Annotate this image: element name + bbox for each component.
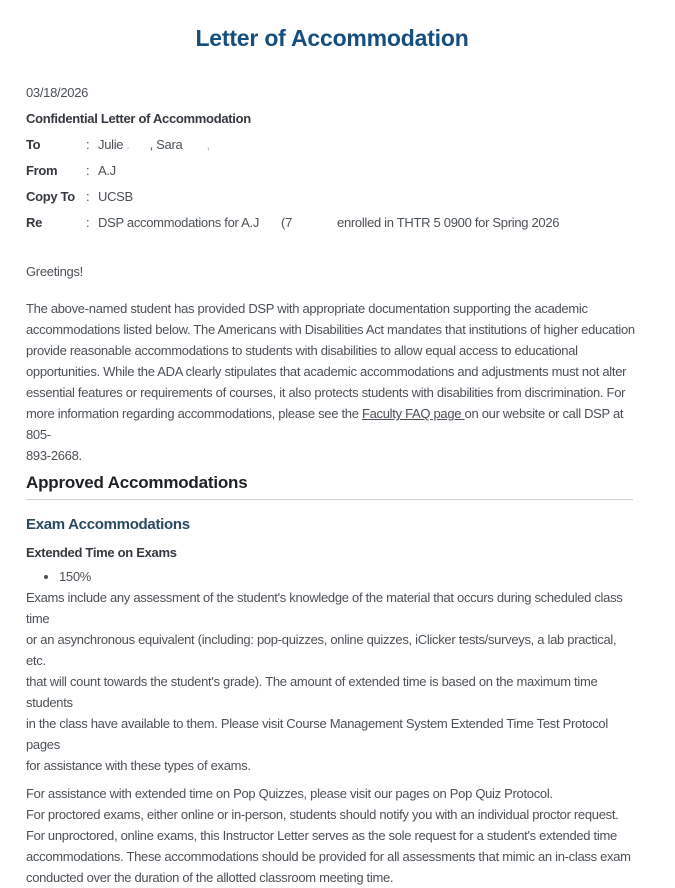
letter-meta [26, 138, 638, 230]
faculty-faq-link[interactable]: Faculty FAQ page [361, 406, 465, 421]
recipient-name-2: , Sara [149, 137, 183, 152]
re-enrollment: enrolled in THTR 5 0900 for Spring 2026 [337, 215, 560, 230]
meta-value-re [98, 216, 559, 230]
list-item-extended-time-percent: • 150% [59, 569, 638, 585]
letter-document [26, 0, 638, 888]
letter-date: 03/18/2026 [26, 85, 89, 100]
extended-time-list [26, 569, 638, 585]
meta-row-re [26, 216, 638, 230]
meta-label-to: To [26, 137, 41, 152]
extended-time-heading: Extended Time on Exams [26, 545, 177, 560]
page-title: Letter of Accommodation [195, 25, 469, 51]
meta-colon: : [86, 189, 90, 204]
intro-link-line-before: more information regarding accommodations, please see the [26, 406, 362, 421]
greeting-text: Greetings! [26, 264, 83, 279]
closing-paragraph: For assistance with extended time on Pop Quizzes, please visit our pages on Pop Quiz Protocol. For proctored exams, either online or in-person, students should notify you with an individual proctor request. For unproctored, online exams, this Instructor Letter serves as the sole request for a student's extended time accommodations. These accommodations should be provided for all assessments that mimic an in-class exam conducted over the duration of the allotted classroom meeting time. [26, 786, 631, 885]
meta-colon: : [86, 163, 90, 178]
approved-accommodations-heading: Approved Accommodations [26, 473, 248, 492]
intro-lines: The above-named student has provided DSP with appropriate documentation supporting the academic accommodations listed below. The Americans with Disabilities Act mandates that institutions of higher education provide reasonable accommodations to students with disabilities to allow equal access to educational opportunities. While the ADA clearly stipulates that academic accommodations and adjustments must not alter essential features or requirements of courses, it also protects students with disabilities from discrimination. For [26, 301, 635, 400]
meta-label-re: Re [26, 215, 43, 230]
meta-row-to [26, 138, 638, 152]
meta-value-from: A.J [98, 163, 116, 178]
confidential-heading: Confidential Letter of Accommodation [26, 111, 251, 126]
section-divider [26, 499, 633, 500]
exam-accommodations-heading: Exam Accommodations [26, 516, 190, 533]
intro-last-line: 893-2668. [26, 448, 82, 463]
meta-label-from: From [26, 163, 58, 178]
redacted-mark: , [206, 137, 210, 152]
meta-row-from [26, 164, 638, 178]
meta-colon: : [86, 215, 90, 230]
meta-colon: : [86, 137, 90, 152]
re-redacted-fragment: (7 [281, 215, 293, 230]
re-subject: DSP accommodations for A.J [98, 215, 260, 230]
meta-row-copy-to [26, 190, 638, 204]
intro-paragraph [26, 298, 638, 466]
meta-value-copy-to: UCSB [98, 189, 133, 204]
recipient-name-1: Julie [98, 137, 124, 152]
intro-link-line-after: on our website or call DSP at 805- [26, 406, 624, 442]
meta-value-to [98, 138, 210, 152]
redacted-mark: . [126, 137, 130, 152]
meta-label-copy-to: Copy To [26, 189, 75, 204]
exams-definition-paragraph: Exams include any assessment of the student's knowledge of the material that occurs during scheduled class time or an asynchronous equivalent (including: pop-quizzes, online quizzes, iClicker tests/surveys, a lab practical, etc. that will count towards the student's grade). The amount of extended time is based on the maximum time students in the class have available to them. Please visit Course Management System Extended Time Test Protocol pages for assistance with these types of exams. [26, 590, 623, 773]
